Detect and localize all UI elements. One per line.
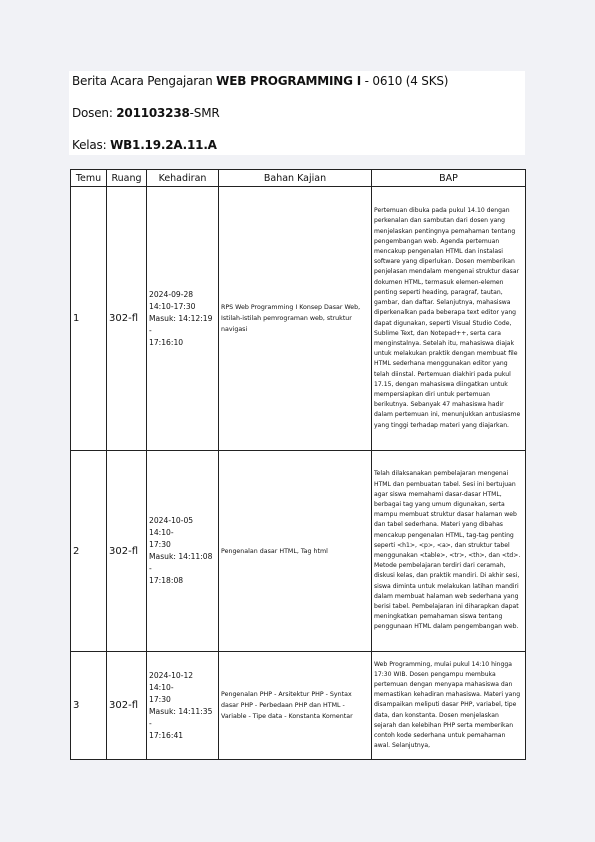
class-label: Kelas: [72, 138, 111, 152]
kehadiran-time: 17:30 [149, 540, 171, 549]
temu-cell: 1 [71, 187, 107, 451]
kehadiran-cell [147, 451, 219, 652]
column-header-ruang: Ruang [107, 170, 147, 187]
lecturer-id: 201103238 [116, 106, 190, 120]
column-header-temu: Temu [71, 170, 107, 187]
title-prefix: Berita Acara Pengajaran [72, 74, 217, 88]
kehadiran-masuk: Masuk: 14:11:08 - [149, 552, 213, 573]
bahan-kajian-cell: Pengenalan dasar HTML, Tag html [219, 451, 372, 652]
temu-cell: 2 [71, 451, 107, 652]
column-header-bahan-kajian: Bahan Kajian [219, 170, 372, 187]
table-row [71, 187, 526, 451]
ruang-cell: 302-fl [107, 652, 147, 760]
course-code-sks: - 0610 (4 SKS) [361, 74, 449, 88]
ruang-cell: 302-fl [107, 451, 147, 652]
bap-cell [372, 451, 526, 652]
bap-text: Web Programming, mulai pukul 14:10 hingga 17:30 WIB. Dosen pengampu membuka pertemuan dengan menyapa mahasiswa dan memastikan kehadiran mahasiswa. Materi yang disampaikan meliputi dasar PHP, variabel, tipe data, dan konstanta. Dosen menjelaskan sejarah dan kelebihan PHP serta memberikan contoh kode sederhana untuk pemahaman awal. Selanjutnya, [374, 660, 521, 750]
kehadiran-keluar: 17:18:08 [149, 576, 184, 585]
bap-cell [372, 187, 526, 451]
column-header-kehadiran: Kehadiran [147, 170, 219, 187]
bahan-kajian-cell: Pengenalan PHP - Arsitektur PHP - Syntax dasar PHP - Perbedaan PHP dan HTML - Variable - Tipe data - Konstanta Komentar [219, 652, 372, 760]
kehadiran-time: 14:10-17:30 [149, 301, 196, 311]
class-line [72, 138, 217, 152]
kehadiran-masuk: Masuk: 14:11:35 - [149, 706, 213, 728]
kehadiran-date: 2024-10-12 14:10- [149, 670, 194, 692]
class-code: WB1.19.2A.11.A [110, 138, 217, 152]
course-name: WEB PROGRAMMING I [216, 74, 362, 88]
kehadiran-date: 2024-09-28 [149, 289, 194, 299]
lecturer-label: Dosen: [72, 106, 117, 120]
ruang-cell: 302-fl [107, 187, 147, 451]
kehadiran-masuk: Masuk: 14:12:19 - [149, 313, 213, 335]
attendance-table [70, 169, 526, 760]
report-title [72, 74, 448, 88]
bap-text: Pertemuan dibuka pada pukul 14.10 dengan perkenalan dan sambutan dari dosen yang menjelaskan pentingnya pemahaman tentang pengembangan web. Agenda pertemuan mencakup pengenalan HTML dan instalasi software yang diperlukan. Dosen memberikan penjelasan mendalam mengenai struktur dasar dokumen HTML, termasuk elemen-elemen penting seperti heading, paragraf, tautan, gambar, dan daftar. Selanjutnya, mahasiswa diperkenalkan pada beberapa text editor yang dapat digunakan, seperti Visual Studio Code, Sublime Text, dan Notepad++, serta cara menginstalnya. Setelah itu, mahasiswa diajak untuk melakukan praktik dengan membuat file HTML sederhana menggunakan editor yang telah diinstal. Pertemuan diakhiri pada pukul 17.15, dengan mahasiswa diingatkan untuk mempersiapkan diri untuk pertemuan berikutnya. Sebanyak 47 mahasiswa hadir dalam pertemuan ini, menunjukkan antusiasme yang tinggi terhadap materi yang diajarkan. [374, 207, 521, 429]
kehadiran-cell [147, 652, 219, 760]
lecturer-code: -SMR [189, 106, 220, 120]
kehadiran-date: 2024-10-05 14:10- [149, 516, 194, 537]
table-header-row [71, 170, 526, 187]
kehadiran-cell [147, 187, 219, 451]
kehadiran-keluar: 17:16:41 [149, 730, 184, 740]
bap-text: Telah dilaksanakan pembelajaran mengenai HTML dan pembuatan tabel. Sesi ini bertujuan agar siswa memahami dasar-dasar HTML, berbagai tag yang umum digunakan, serta mampu membuat struktur dasar halaman web dan tabel sederhana. Materi yang dibahas mencakup pengenalan HTML, tag-tag penting seperti <h1>, <p>, <a>, dan struktur tabel menggunakan <table>, <tr>, <th>, dan <td>. Metode pembelajaran terdiri dari ceramah, diskusi kelas, dan praktik mandiri. Di akhir sesi, siswa diminta untuk melakukan latihan mandiri dalam membuat halaman web sederhana yang berisi tabel. Pembelajaran ini diharapkan dapat meningkatkan pemahaman siswa tentang penggunaan HTML dalam pengembangan web. [374, 470, 521, 631]
report-header [69, 71, 525, 155]
table-row [71, 451, 526, 652]
kehadiran-keluar: 17:16:10 [149, 337, 184, 347]
lecturer-line [72, 106, 219, 120]
bap-cell [372, 652, 526, 760]
bahan-kajian-cell: RPS Web Programming I Konsep Dasar Web, Istilah-istilah pemrograman web, struktur navigasi [219, 187, 372, 451]
column-header-bap: BAP [372, 170, 526, 187]
kehadiran-time: 17:30 [149, 694, 171, 704]
table-row [71, 652, 526, 760]
temu-cell: 3 [71, 652, 107, 760]
